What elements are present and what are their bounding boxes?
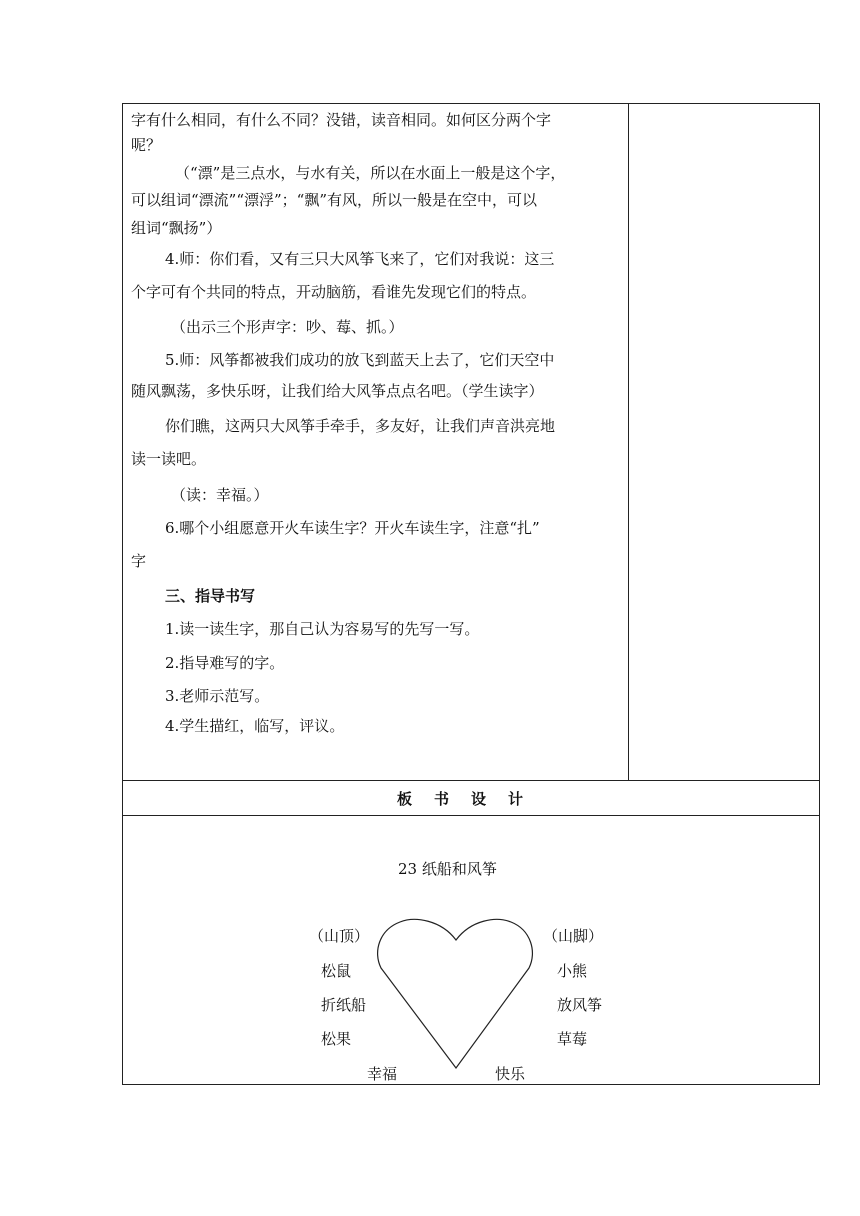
text-line: 随风飘荡，多快乐呀，让我们给大风筝点点名吧。（学生读字） (131, 382, 544, 400)
board-left-item: 松鼠 (321, 962, 352, 980)
text-line: （读：幸福。） (171, 486, 269, 504)
text-line: 呢？ (131, 136, 162, 154)
text-line: （“漂”是三点水，与水有关，所以在水面上一般是这个字， (175, 164, 566, 182)
board-right-item: 草莓 (557, 1030, 588, 1048)
board-left-label: （山顶） (309, 927, 370, 945)
text-line: 1.读一读生字，那自己认为容易写的先写一写。 (165, 620, 480, 638)
text-line: 字 (131, 552, 147, 570)
lesson-content-row (123, 104, 819, 781)
board-right-item: 放风筝 (557, 996, 603, 1014)
text-line: 字有什么相同，有什么不同？没错，读音相同。如何区分两个字 (131, 111, 552, 129)
text-line: 你们瞧，这两只大风筝手牵手，多友好，让我们声音洪亮地 (165, 417, 556, 435)
section-heading: 三、指导书写 (165, 587, 256, 605)
column-divider (628, 104, 629, 781)
board-title: 23 纸船和风筝 (398, 860, 497, 878)
text-line: （出示三个形声字：吵、莓、抓。） (171, 318, 404, 336)
lesson-table (122, 103, 820, 1085)
board-design-header: 板书设计 (123, 781, 819, 816)
board-left-item: 折纸船 (321, 996, 367, 1014)
board-design (123, 816, 819, 1084)
board-bottom-left: 幸福 (367, 1065, 398, 1083)
text-line: 5.师：风筝都被我们成功的放飞到蓝天上去了，它们天空中 (165, 351, 555, 369)
board-right-item: 小熊 (557, 962, 588, 980)
board-right-label: （山脚） (543, 927, 604, 945)
text-line: 6.哪个小组愿意开火车读生字？开火车读生字，注意“扎” (165, 519, 540, 537)
text-line: 4.学生描红，临写，评议。 (165, 717, 345, 735)
board-bottom-right: 快乐 (495, 1065, 526, 1083)
text-line: 4.师：你们看，又有三只大风筝飞来了，它们对我说：这三 (165, 250, 555, 268)
text-line: 个字可有个共同的特点，开动脑筋，看谁先发现它们的特点。 (131, 283, 537, 301)
text-line: 组词“飘扬”） (131, 219, 222, 237)
board-left-item: 松果 (321, 1030, 352, 1048)
text-line: 可以组词“漂流”“漂浮”；“飘”有风，所以一般是在空中，可以 (131, 191, 538, 209)
heart-shape (123, 816, 819, 1084)
text-line: 3.老师示范写。 (165, 687, 270, 705)
text-line: 读一读吧。 (131, 450, 207, 468)
text-line: 2.指导难写的字。 (165, 654, 285, 672)
